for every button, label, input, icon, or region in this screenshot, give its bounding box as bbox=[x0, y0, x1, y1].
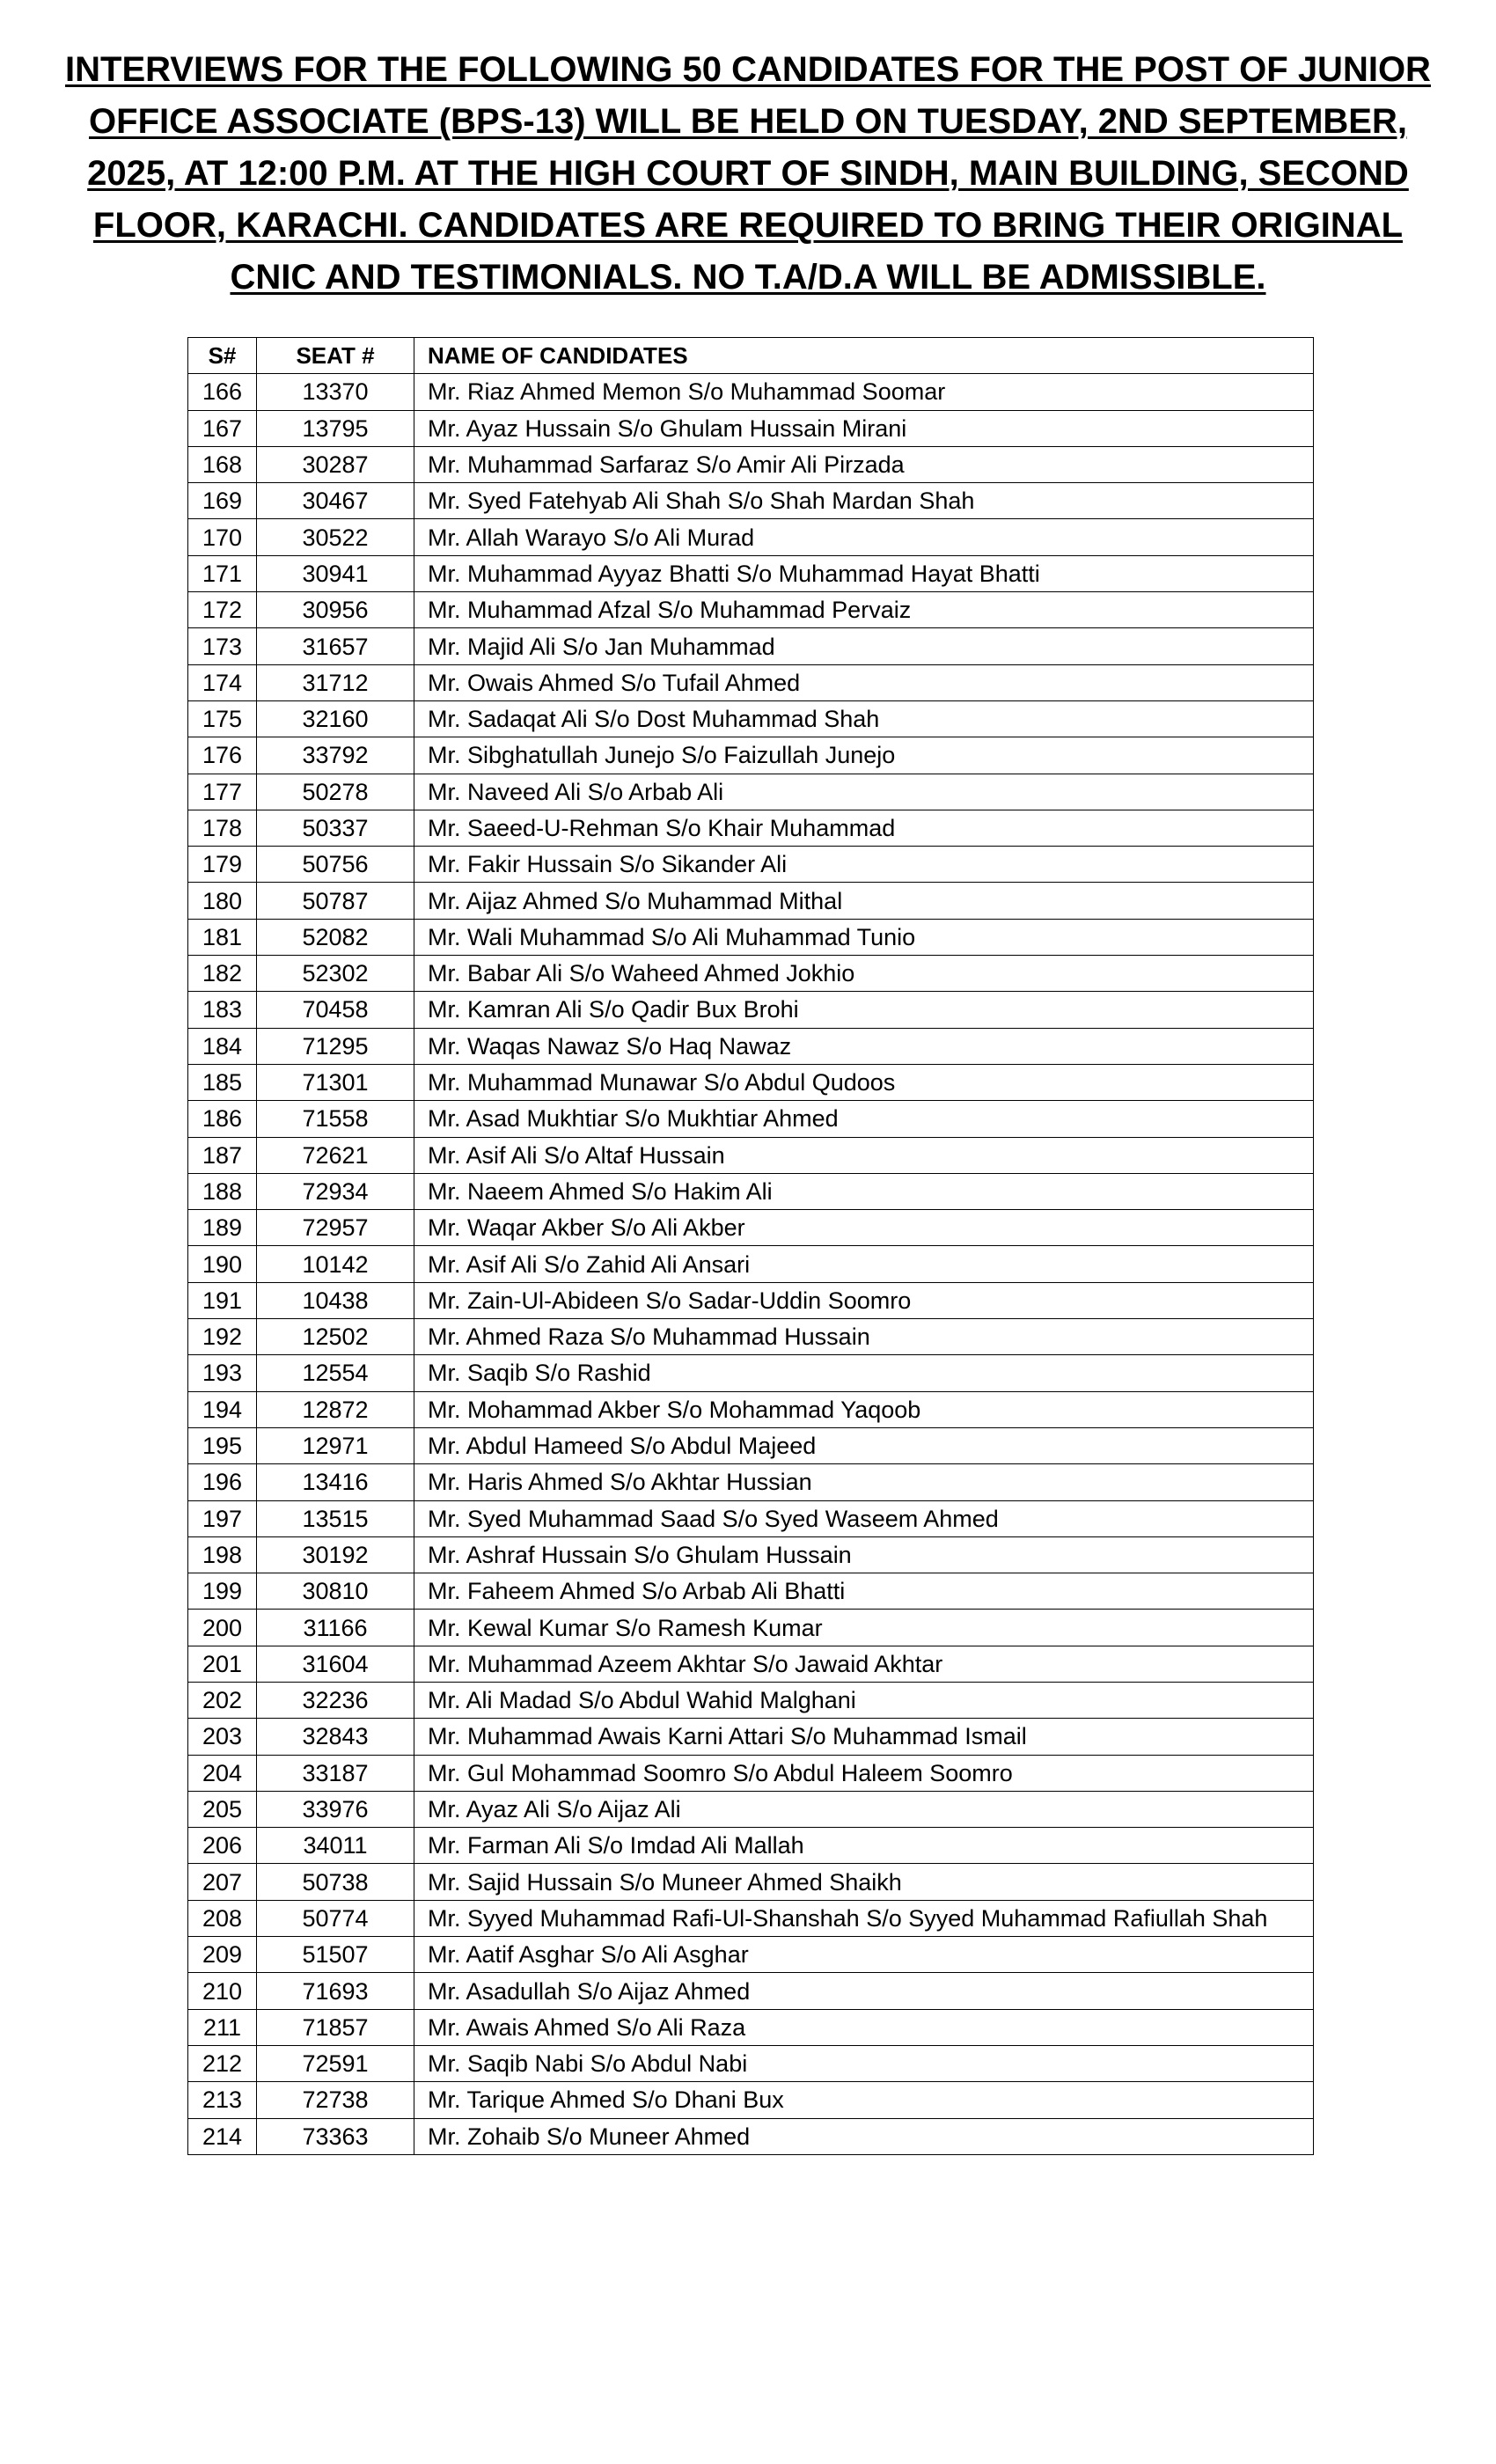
candidate-name-cell: Mr. Allah Warayo S/o Ali Murad bbox=[414, 519, 1314, 555]
seat-number-cell: 72738 bbox=[257, 2082, 414, 2118]
table-row bbox=[188, 1500, 1314, 1536]
seat-number-cell: 32843 bbox=[257, 1719, 414, 1755]
serial-number-cell: 196 bbox=[188, 1464, 257, 1500]
serial-number-cell: 173 bbox=[188, 628, 257, 664]
candidate-name-cell: Mr. Zohaib S/o Muneer Ahmed bbox=[414, 2118, 1314, 2154]
table-row bbox=[188, 483, 1314, 519]
candidate-name-cell: Mr. Muhammad Awais Karni Attari S/o Muhammad Ismail bbox=[414, 1719, 1314, 1755]
serial-number-cell: 210 bbox=[188, 1973, 257, 2009]
table-row bbox=[188, 1355, 1314, 1391]
candidate-name-cell: Mr. Wali Muhammad S/o Ali Muhammad Tunio bbox=[414, 919, 1314, 955]
table-row bbox=[188, 774, 1314, 810]
candidate-name-cell: Mr. Tarique Ahmed S/o Dhani Bux bbox=[414, 2082, 1314, 2118]
table-row bbox=[188, 2082, 1314, 2118]
seat-number-cell: 30522 bbox=[257, 519, 414, 555]
table-row bbox=[188, 1937, 1314, 1973]
seat-number-cell: 30956 bbox=[257, 592, 414, 628]
candidate-name-cell: Mr. Naveed Ali S/o Arbab Ali bbox=[414, 774, 1314, 810]
candidate-name-cell: Mr. Syed Fatehyab Ali Shah S/o Shah Mardan Shah bbox=[414, 483, 1314, 519]
candidate-name-cell: Mr. Muhammad Ayyaz Bhatti S/o Muhammad Hayat Bhatti bbox=[414, 555, 1314, 591]
candidate-name-cell: Mr. Asadullah S/o Aijaz Ahmed bbox=[414, 1973, 1314, 2009]
candidate-name-cell: Mr. Asad Mukhtiar S/o Mukhtiar Ahmed bbox=[414, 1101, 1314, 1137]
candidate-name-cell: Mr. Muhammad Afzal S/o Muhammad Pervaiz bbox=[414, 592, 1314, 628]
seat-number-cell: 13795 bbox=[257, 410, 414, 446]
serial-number-cell: 189 bbox=[188, 1210, 257, 1246]
serial-number-cell: 190 bbox=[188, 1246, 257, 1282]
serial-number-cell: 201 bbox=[188, 1646, 257, 1682]
header-candidate-name: NAME OF CANDIDATES bbox=[414, 338, 1314, 374]
serial-number-cell: 211 bbox=[188, 2009, 257, 2045]
seat-number-cell: 13416 bbox=[257, 1464, 414, 1500]
table-row bbox=[188, 1028, 1314, 1064]
table-row bbox=[188, 628, 1314, 664]
serial-number-cell: 205 bbox=[188, 1791, 257, 1827]
table-row bbox=[188, 555, 1314, 591]
seat-number-cell: 71857 bbox=[257, 2009, 414, 2045]
serial-number-cell: 186 bbox=[188, 1101, 257, 1137]
table-row bbox=[188, 1064, 1314, 1100]
candidate-name-cell: Mr. Awais Ahmed S/o Ali Raza bbox=[414, 2009, 1314, 2045]
table-row bbox=[188, 1682, 1314, 1718]
table-row bbox=[188, 1864, 1314, 1900]
candidate-name-cell: Mr. Gul Mohammad Soomro S/o Abdul Haleem Soomro bbox=[414, 1755, 1314, 1791]
serial-number-cell: 212 bbox=[188, 2045, 257, 2081]
serial-number-cell: 170 bbox=[188, 519, 257, 555]
candidate-name-cell: Mr. Ali Madad S/o Abdul Wahid Malghani bbox=[414, 1682, 1314, 1718]
seat-number-cell: 71558 bbox=[257, 1101, 414, 1137]
seat-number-cell: 50278 bbox=[257, 774, 414, 810]
table-row bbox=[188, 1719, 1314, 1755]
table-row bbox=[188, 374, 1314, 410]
table-row bbox=[188, 1137, 1314, 1173]
table-row bbox=[188, 2009, 1314, 2045]
table-header bbox=[188, 338, 1314, 374]
table-row bbox=[188, 737, 1314, 774]
table-row bbox=[188, 519, 1314, 555]
serial-number-cell: 171 bbox=[188, 555, 257, 591]
header-serial-number: S# bbox=[188, 338, 257, 374]
candidate-name-cell: Mr. Ashraf Hussain S/o Ghulam Hussain bbox=[414, 1536, 1314, 1573]
table-row bbox=[188, 1536, 1314, 1573]
candidate-name-cell: Mr. Aijaz Ahmed S/o Muhammad Mithal bbox=[414, 883, 1314, 919]
serial-number-cell: 180 bbox=[188, 883, 257, 919]
seat-number-cell: 32160 bbox=[257, 700, 414, 737]
candidate-name-cell: Mr. Saeed-U-Rehman S/o Khair Muhammad bbox=[414, 810, 1314, 846]
serial-number-cell: 203 bbox=[188, 1719, 257, 1755]
serial-number-cell: 191 bbox=[188, 1282, 257, 1318]
serial-number-cell: 168 bbox=[188, 446, 257, 482]
serial-number-cell: 167 bbox=[188, 410, 257, 446]
seat-number-cell: 33976 bbox=[257, 1791, 414, 1827]
table-row bbox=[188, 664, 1314, 700]
seat-number-cell: 72591 bbox=[257, 2045, 414, 2081]
seat-number-cell: 50787 bbox=[257, 883, 414, 919]
candidate-name-cell: Mr. Ayaz Hussain S/o Ghulam Hussain Mirani bbox=[414, 410, 1314, 446]
table-row bbox=[188, 810, 1314, 846]
seat-number-cell: 34011 bbox=[257, 1828, 414, 1864]
serial-number-cell: 166 bbox=[188, 374, 257, 410]
seat-number-cell: 12502 bbox=[257, 1319, 414, 1355]
seat-number-cell: 73363 bbox=[257, 2118, 414, 2154]
seat-number-cell: 72934 bbox=[257, 1173, 414, 1209]
candidate-name-cell: Mr. Naeem Ahmed S/o Hakim Ali bbox=[414, 1173, 1314, 1209]
header-seat-number: SEAT # bbox=[257, 338, 414, 374]
table-row bbox=[188, 2118, 1314, 2154]
table-row bbox=[188, 992, 1314, 1028]
candidate-name-cell: Mr. Syyed Muhammad Rafi-Ul-Shanshah S/o Syyed Muhammad Rafiullah Shah bbox=[414, 1900, 1314, 1936]
candidate-name-cell: Mr. Ahmed Raza S/o Muhammad Hussain bbox=[414, 1319, 1314, 1355]
seat-number-cell: 12872 bbox=[257, 1391, 414, 1427]
serial-number-cell: 213 bbox=[188, 2082, 257, 2118]
seat-number-cell: 31712 bbox=[257, 664, 414, 700]
seat-number-cell: 30192 bbox=[257, 1536, 414, 1573]
serial-number-cell: 207 bbox=[188, 1864, 257, 1900]
candidate-name-cell: Mr. Saqib S/o Rashid bbox=[414, 1355, 1314, 1391]
candidate-name-cell: Mr. Babar Ali S/o Waheed Ahmed Jokhio bbox=[414, 956, 1314, 992]
serial-number-cell: 193 bbox=[188, 1355, 257, 1391]
table-row bbox=[188, 446, 1314, 482]
candidate-name-cell: Mr. Aatif Asghar S/o Ali Asghar bbox=[414, 1937, 1314, 1973]
table-body bbox=[188, 374, 1314, 2155]
serial-number-cell: 199 bbox=[188, 1573, 257, 1610]
candidate-name-cell: Mr. Faheem Ahmed S/o Arbab Ali Bhatti bbox=[414, 1573, 1314, 1610]
seat-number-cell: 72957 bbox=[257, 1210, 414, 1246]
table-row bbox=[188, 2045, 1314, 2081]
table-row bbox=[188, 700, 1314, 737]
serial-number-cell: 172 bbox=[188, 592, 257, 628]
serial-number-cell: 206 bbox=[188, 1828, 257, 1864]
candidate-name-cell: Mr. Waqas Nawaz S/o Haq Nawaz bbox=[414, 1028, 1314, 1064]
table-row bbox=[188, 1391, 1314, 1427]
serial-number-cell: 182 bbox=[188, 956, 257, 992]
serial-number-cell: 204 bbox=[188, 1755, 257, 1791]
table-row bbox=[188, 847, 1314, 883]
candidate-name-cell: Mr. Asif Ali S/o Altaf Hussain bbox=[414, 1137, 1314, 1173]
serial-number-cell: 208 bbox=[188, 1900, 257, 1936]
serial-number-cell: 195 bbox=[188, 1427, 257, 1463]
candidate-name-cell: Mr. Majid Ali S/o Jan Muhammad bbox=[414, 628, 1314, 664]
candidate-name-cell: Mr. Asif Ali S/o Zahid Ali Ansari bbox=[414, 1246, 1314, 1282]
table-row bbox=[188, 1246, 1314, 1282]
candidate-name-cell: Mr. Farman Ali S/o Imdad Ali Mallah bbox=[414, 1828, 1314, 1864]
candidate-name-cell: Mr. Muhammad Sarfaraz S/o Amir Ali Pirzada bbox=[414, 446, 1314, 482]
table-row bbox=[188, 919, 1314, 955]
seat-number-cell: 32236 bbox=[257, 1682, 414, 1718]
seat-number-cell: 31166 bbox=[257, 1610, 414, 1646]
table-row bbox=[188, 410, 1314, 446]
candidate-name-cell: Mr. Sadaqat Ali S/o Dost Muhammad Shah bbox=[414, 700, 1314, 737]
candidate-name-cell: Mr. Zain-Ul-Abideen S/o Sadar-Uddin Soomro bbox=[414, 1282, 1314, 1318]
serial-number-cell: 192 bbox=[188, 1319, 257, 1355]
serial-number-cell: 198 bbox=[188, 1536, 257, 1573]
candidate-name-cell: Mr. Kewal Kumar S/o Ramesh Kumar bbox=[414, 1610, 1314, 1646]
serial-number-cell: 183 bbox=[188, 992, 257, 1028]
seat-number-cell: 12554 bbox=[257, 1355, 414, 1391]
table-row bbox=[188, 592, 1314, 628]
seat-number-cell: 12971 bbox=[257, 1427, 414, 1463]
seat-number-cell: 50756 bbox=[257, 847, 414, 883]
serial-number-cell: 187 bbox=[188, 1137, 257, 1173]
candidate-name-cell: Mr. Haris Ahmed S/o Akhtar Hussian bbox=[414, 1464, 1314, 1500]
seat-number-cell: 30467 bbox=[257, 483, 414, 519]
table-row bbox=[188, 1282, 1314, 1318]
candidate-name-cell: Mr. Waqar Akber S/o Ali Akber bbox=[414, 1210, 1314, 1246]
seat-number-cell: 51507 bbox=[257, 1937, 414, 1973]
serial-number-cell: 175 bbox=[188, 700, 257, 737]
seat-number-cell: 30941 bbox=[257, 555, 414, 591]
table-row bbox=[188, 1210, 1314, 1246]
serial-number-cell: 214 bbox=[188, 2118, 257, 2154]
serial-number-cell: 174 bbox=[188, 664, 257, 700]
seat-number-cell: 70458 bbox=[257, 992, 414, 1028]
candidate-name-cell: Mr. Ayaz Ali S/o Aijaz Ali bbox=[414, 1791, 1314, 1827]
serial-number-cell: 197 bbox=[188, 1500, 257, 1536]
seat-number-cell: 33792 bbox=[257, 737, 414, 774]
serial-number-cell: 185 bbox=[188, 1064, 257, 1100]
candidate-name-cell: Mr. Sibghatullah Junejo S/o Faizullah Junejo bbox=[414, 737, 1314, 774]
seat-number-cell: 31657 bbox=[257, 628, 414, 664]
table-row bbox=[188, 1573, 1314, 1610]
seat-number-cell: 30287 bbox=[257, 446, 414, 482]
candidate-name-cell: Mr. Fakir Hussain S/o Sikander Ali bbox=[414, 847, 1314, 883]
seat-number-cell: 10142 bbox=[257, 1246, 414, 1282]
seat-number-cell: 50738 bbox=[257, 1864, 414, 1900]
candidate-name-cell: Mr. Kamran Ali S/o Qadir Bux Brohi bbox=[414, 992, 1314, 1028]
candidate-name-cell: Mr. Riaz Ahmed Memon S/o Muhammad Soomar bbox=[414, 374, 1314, 410]
serial-number-cell: 194 bbox=[188, 1391, 257, 1427]
serial-number-cell: 202 bbox=[188, 1682, 257, 1718]
table-row bbox=[188, 1427, 1314, 1463]
table-row bbox=[188, 956, 1314, 992]
serial-number-cell: 184 bbox=[188, 1028, 257, 1064]
seat-number-cell: 31604 bbox=[257, 1646, 414, 1682]
seat-number-cell: 13370 bbox=[257, 374, 414, 410]
table-row bbox=[188, 1828, 1314, 1864]
candidate-name-cell: Mr. Muhammad Azeem Akhtar S/o Jawaid Akhtar bbox=[414, 1646, 1314, 1682]
header-row bbox=[188, 338, 1314, 374]
serial-number-cell: 177 bbox=[188, 774, 257, 810]
seat-number-cell: 33187 bbox=[257, 1755, 414, 1791]
seat-number-cell: 52302 bbox=[257, 956, 414, 992]
candidates-table bbox=[187, 337, 1314, 2155]
table-row bbox=[188, 1319, 1314, 1355]
table-row bbox=[188, 883, 1314, 919]
candidate-name-cell: Mr. Saqib Nabi S/o Abdul Nabi bbox=[414, 2045, 1314, 2081]
table-row bbox=[188, 1973, 1314, 2009]
serial-number-cell: 188 bbox=[188, 1173, 257, 1209]
table-row bbox=[188, 1900, 1314, 1936]
seat-number-cell: 71693 bbox=[257, 1973, 414, 2009]
notice-heading: INTERVIEWS FOR THE FOLLOWING 50 CANDIDATES FOR THE POST OF JUNIOR OFFICE ASSOCIATE (BPS-13) WILL BE HELD ON TUESDAY, 2ND SEPTEMBER, 2025, AT 12:00 P.M. AT THE HIGH COURT OF SINDH, MAIN BUILDING, SECOND FLOOR, KARACHI. CANDIDATES ARE REQUIRED TO BRING THEIR ORIGINAL CNIC AND TESTIMONIALS. NO T.A/D.A WILL BE ADMISSIBLE. bbox=[65, 50, 1431, 297]
seat-number-cell: 50337 bbox=[257, 810, 414, 846]
seat-number-cell: 72621 bbox=[257, 1137, 414, 1173]
table-row bbox=[188, 1791, 1314, 1827]
serial-number-cell: 181 bbox=[188, 919, 257, 955]
seat-number-cell: 30810 bbox=[257, 1573, 414, 1610]
table-row bbox=[188, 1646, 1314, 1682]
candidate-name-cell: Mr. Owais Ahmed S/o Tufail Ahmed bbox=[414, 664, 1314, 700]
serial-number-cell: 179 bbox=[188, 847, 257, 883]
serial-number-cell: 178 bbox=[188, 810, 257, 846]
table-row bbox=[188, 1173, 1314, 1209]
candidate-name-cell: Mr. Muhammad Munawar S/o Abdul Qudoos bbox=[414, 1064, 1314, 1100]
seat-number-cell: 13515 bbox=[257, 1500, 414, 1536]
serial-number-cell: 169 bbox=[188, 483, 257, 519]
serial-number-cell: 200 bbox=[188, 1610, 257, 1646]
seat-number-cell: 10438 bbox=[257, 1282, 414, 1318]
seat-number-cell: 71301 bbox=[257, 1064, 414, 1100]
seat-number-cell: 50774 bbox=[257, 1900, 414, 1936]
candidate-name-cell: Mr. Abdul Hameed S/o Abdul Majeed bbox=[414, 1427, 1314, 1463]
table-row bbox=[188, 1101, 1314, 1137]
serial-number-cell: 176 bbox=[188, 737, 257, 774]
candidate-name-cell: Mr. Syed Muhammad Saad S/o Syed Waseem Ahmed bbox=[414, 1500, 1314, 1536]
candidate-name-cell: Mr. Sajid Hussain S/o Muneer Ahmed Shaikh bbox=[414, 1864, 1314, 1900]
table-row bbox=[188, 1755, 1314, 1791]
seat-number-cell: 52082 bbox=[257, 919, 414, 955]
table-row bbox=[188, 1610, 1314, 1646]
candidate-name-cell: Mr. Mohammad Akber S/o Mohammad Yaqoob bbox=[414, 1391, 1314, 1427]
table-row bbox=[188, 1464, 1314, 1500]
serial-number-cell: 209 bbox=[188, 1937, 257, 1973]
seat-number-cell: 71295 bbox=[257, 1028, 414, 1064]
